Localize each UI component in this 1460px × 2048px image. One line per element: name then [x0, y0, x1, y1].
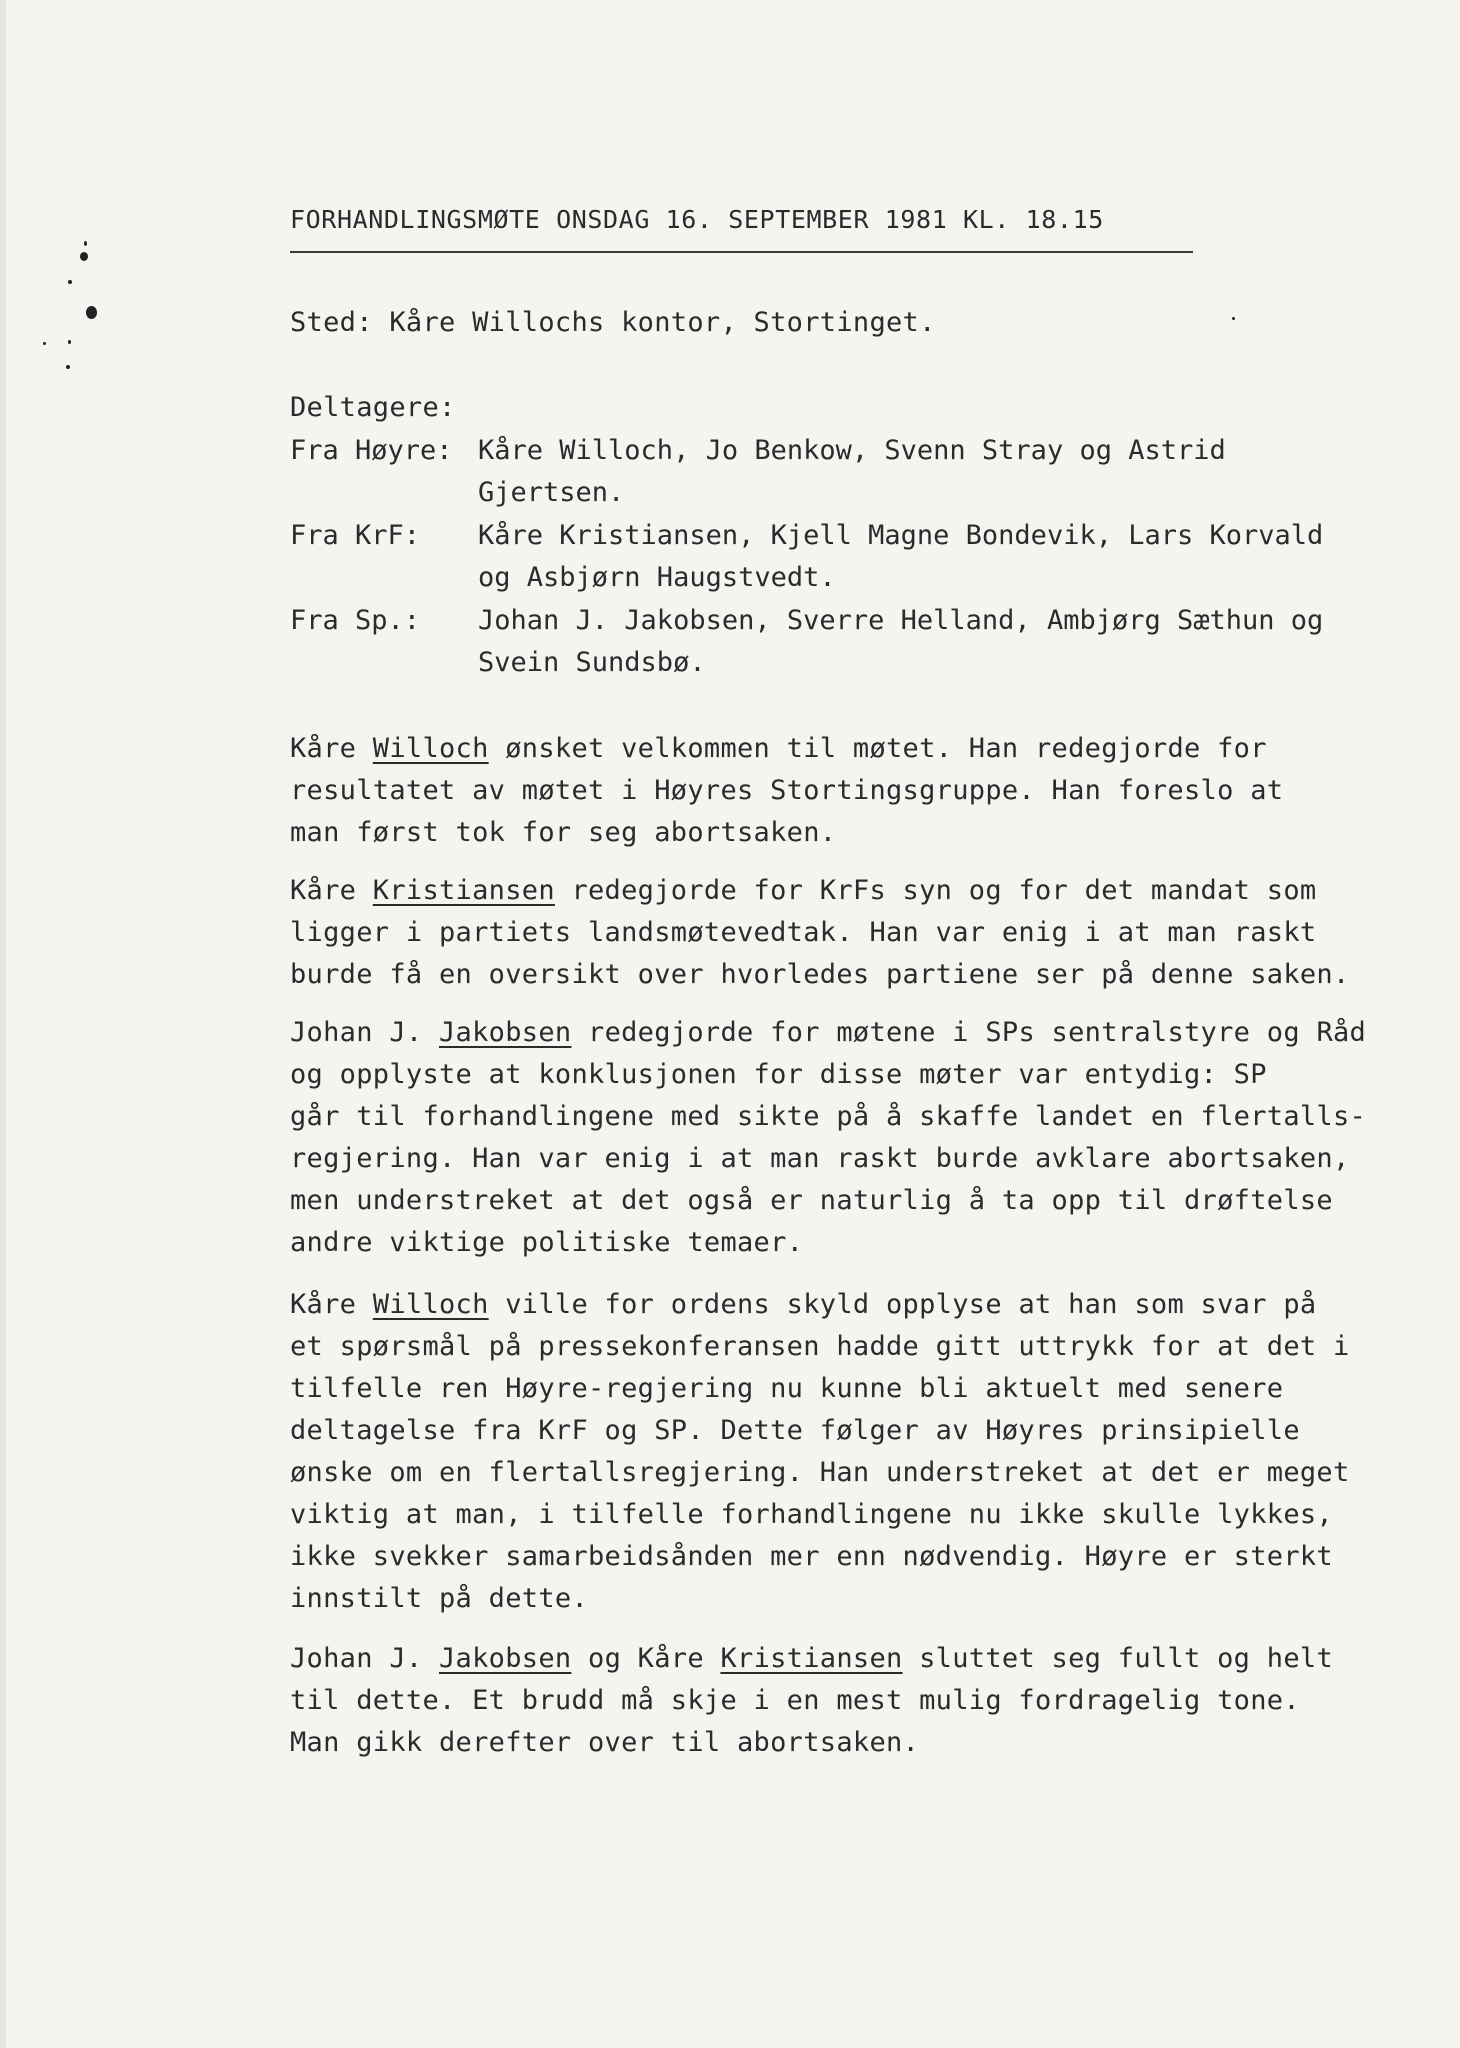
- paragraph-closing-line: [290, 1638, 1333, 1680]
- margin-speck: [66, 365, 70, 369]
- text-run: og Kåre: [571, 1643, 721, 1674]
- paragraph-line: resultatet av møtet i Høyres Stortingsgruppe. Han foreslo at: [290, 775, 1284, 806]
- participants-krf-line: Kåre Kristiansen, Kjell Magne Bondevik, Lars Korvald: [478, 520, 1324, 551]
- margin-speck: [86, 306, 97, 319]
- paragraph-line: Man gikk derefter over til abortsaken.: [290, 1727, 920, 1758]
- text-run: redegjorde for KrFs syn og for det mandat som: [554, 875, 1317, 906]
- paragraph-line: til dette. Et brudd må skje i en mest mulig fordragelig tone.: [290, 1685, 1300, 1716]
- paragraph-line: regjering. Han var enig i at man raskt burde avklare abortsaken,: [290, 1143, 1350, 1174]
- paragraph-line: andre viktige politiske temaer.: [290, 1227, 804, 1258]
- participants-hoyre-line: Kåre Willoch, Jo Benkow, Svenn Stray og Astrid: [478, 435, 1226, 466]
- meeting-title: FORHANDLINGSMØTE ONSDAG 16. SEPTEMBER 1981 KL. 18.15: [290, 205, 1104, 234]
- participants-heading: Deltagere:: [290, 392, 456, 423]
- text-run: Johan J.: [290, 1017, 439, 1048]
- text-run: redegjorde for møtene i SPs sentralstyre og Råd: [571, 1017, 1367, 1048]
- speaker-name: Jakobsen: [439, 1017, 572, 1048]
- margin-speck: [80, 252, 88, 261]
- paragraph-line: ønske om en flertallsregjering. Han understreket at det er meget: [290, 1457, 1350, 1488]
- text-run: Johan J.: [290, 1643, 439, 1674]
- paragraph-line: deltagelse fra KrF og SP. Dette følger av Høyres prinsipielle: [290, 1415, 1300, 1446]
- paragraph-line: tilfelle ren Høyre-regjering nu kunne bli aktuelt med senere: [290, 1373, 1284, 1404]
- participants-label-sp: Fra Sp.:: [290, 605, 421, 636]
- paragraph-line: viktig at man, i tilfelle forhandlingene nu ikke skulle lykkes,: [290, 1499, 1333, 1530]
- participants-hoyre-line: Gjertsen.: [478, 477, 625, 508]
- text-run: ønsket velkommen til møtet. Han redegjorde for: [488, 733, 1267, 764]
- paragraph-line: ligger i partiets landsmøtevedtak. Han var enig i at man raskt: [290, 917, 1317, 948]
- margin-speck: [68, 340, 71, 344]
- speaker-name: Willoch: [372, 1289, 489, 1320]
- text-run: ville for ordens skyld opplyse at han som svar på: [488, 1289, 1317, 1320]
- paragraph-willoch-1-line: [290, 728, 1267, 770]
- speaker-name: Willoch: [372, 733, 489, 764]
- participants-label-krf: Fra KrF:: [290, 520, 421, 551]
- paragraph-line: ikke svekker samarbeidsånden mer enn nødvendig. Høyre er sterkt: [290, 1541, 1333, 1572]
- paragraph-line: et spørsmål på pressekonferansen hadde gitt uttrykk for at det i: [290, 1331, 1350, 1362]
- paragraph-line: man først tok for seg abortsaken.: [290, 817, 837, 848]
- paragraph-jakobsen-line: [290, 1012, 1366, 1054]
- margin-speck: [43, 342, 46, 345]
- speaker-name: Kristiansen: [720, 1643, 903, 1674]
- paragraph-line: innstilt på dette.: [290, 1583, 588, 1614]
- speaker-name: Jakobsen: [439, 1643, 572, 1674]
- speaker-name: Kristiansen: [372, 875, 555, 906]
- text-run: Kåre: [290, 733, 373, 764]
- paragraph-kristiansen-line: [290, 870, 1316, 912]
- margin-speck: [1232, 317, 1235, 320]
- paragraph-line: burde få en oversikt over hvorledes partiene ser på denne saken.: [290, 959, 1350, 990]
- meeting-location: Sted: Kåre Willochs kontor, Stortinget.: [290, 307, 936, 338]
- margin-speck: [68, 280, 72, 284]
- text-run: Kåre: [290, 1289, 373, 1320]
- participants-sp-line: Svein Sundsbø.: [478, 647, 706, 678]
- paragraph-line: men understreket at det også er naturlig å ta opp til drøftelse: [290, 1185, 1333, 1216]
- participants-krf-line: og Asbjørn Haugstvedt.: [478, 562, 836, 593]
- paragraph-line: går til forhandlingene med sikte på å skaffe landet en flertalls-: [290, 1101, 1367, 1132]
- participants-label-hoyre: Fra Høyre:: [290, 435, 453, 466]
- margin-speck: [84, 241, 87, 246]
- paragraph-willoch-2-line: [290, 1284, 1316, 1326]
- text-run: sluttet seg fullt og helt: [902, 1643, 1334, 1674]
- paragraph-line: og opplyste at konklusjonen for disse møter var entydig: SP: [290, 1059, 1267, 1090]
- title-underline: [290, 251, 1193, 253]
- text-run: Kåre: [290, 875, 373, 906]
- participants-sp-line: Johan J. Jakobsen, Sverre Helland, Ambjørg Sæthun og: [478, 605, 1324, 636]
